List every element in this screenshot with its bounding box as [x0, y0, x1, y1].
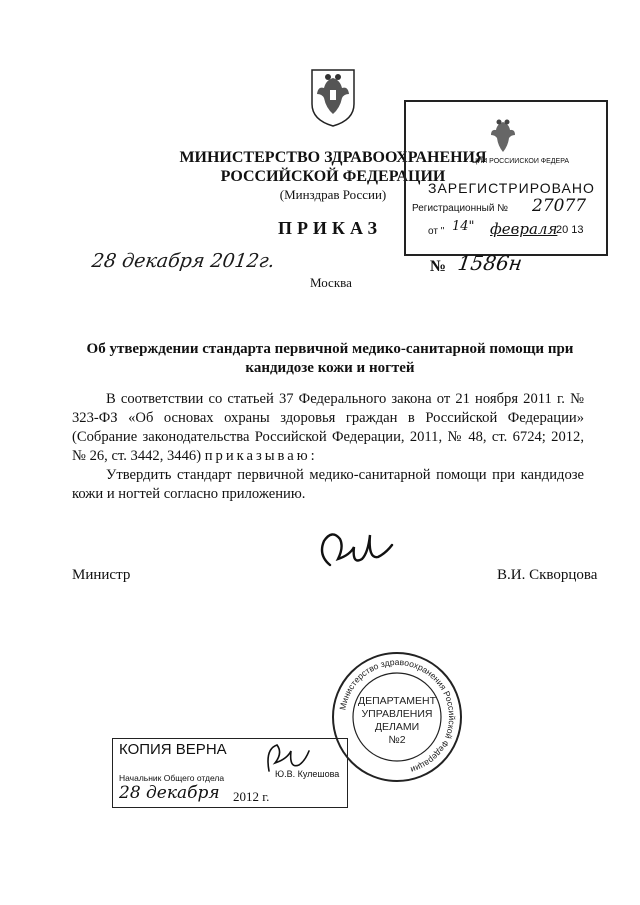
- minister-position: Министр: [72, 567, 131, 583]
- copy-stamp-date-handwritten: 28 декабря: [119, 783, 220, 803]
- order-number-sign: №: [430, 258, 447, 275]
- order-date-handwritten: 28 декабря 2012г.: [90, 250, 277, 272]
- stamp-day: 14": [452, 219, 475, 234]
- stamp-dept-line-2: УПРАВЛЕНИЯ: [361, 708, 433, 720]
- stamp-reg-number-label: Регистрационный №: [412, 203, 508, 214]
- stamp-year: 20 13: [556, 224, 584, 236]
- order-directive: приказываю:: [204, 448, 318, 464]
- order-body: [72, 390, 584, 504]
- minister-signature: [310, 525, 400, 585]
- stamp-month: февраля: [490, 220, 558, 238]
- stamp-dept-line-1: ДЕПАРТАМЕНТ: [357, 695, 437, 707]
- subject-line-2: кандидозе кожи и ногтей: [245, 360, 415, 376]
- registration-stamp: [404, 100, 608, 256]
- copy-stamp-chief: Начальник Общего отдела: [119, 773, 225, 783]
- ministry-short-name: (Минздрав России): [279, 187, 387, 202]
- order-city: Москва: [310, 275, 352, 290]
- body-paragraph-1-text: В соответствии со статьей 37 Федерального закона от 21 ноября 2011 г. № 323-ФЗ «Об основах охраны здоровья граждан в Российской Федерации» (Собрание законодательства Российской Федерации, 2011, № 48, ст. 6724; 2012, № 26, ст. 3442, 3446): [72, 391, 584, 464]
- stamp-emblem: [486, 116, 520, 160]
- minister-name: В.И. Скворцова: [497, 567, 598, 583]
- body-paragraph-1: [72, 390, 584, 466]
- order-subject: [80, 340, 580, 378]
- stamp-dept-line-3: ДЕЛАМИ: [374, 721, 420, 733]
- subject-line-1: Об утверждении стандарта первичной медико-санитарной помощи при: [86, 341, 574, 357]
- copy-stamp-title: КОПИЯ ВЕРНА: [119, 741, 227, 758]
- stamp-registered-title: ЗАРЕГИСТРИРОВАНО: [428, 180, 595, 196]
- copy-stamp-year: 2012 г.: [233, 789, 270, 804]
- order-number-handwritten: 1586н: [456, 251, 524, 275]
- ministry-line-2: РОССИЙСКОЙ ФЕДЕРАЦИИ: [220, 168, 446, 185]
- body-paragraph-2: Утвердить стандарт первичной медико-санитарной помощи при кандидозе кожи и ногтей согласно приложению.: [72, 467, 584, 502]
- copy-stamp-name: Ю.В. Кулешова: [275, 769, 340, 779]
- coat-of-arms-emblem: [308, 64, 358, 128]
- copy-certified-stamp: [112, 738, 348, 808]
- stamp-ministry-text: ЦИИ РОССИЙСКОЙ ФЕДЕРА: [472, 158, 570, 165]
- order-title: ПРИКАЗ: [277, 218, 383, 238]
- ministry-line-1: МИНИСТЕРСТВО ЗДРАВООХРАНЕНИЯ: [179, 149, 487, 166]
- stamp-dept-line-4: №2: [388, 734, 406, 746]
- stamp-ring-text: Министерство здравоохранения Российской Федерации: [337, 656, 458, 776]
- stamp-reg-number: 27077: [532, 196, 587, 216]
- stamp-from-label: от ": [428, 226, 445, 237]
- department-round-stamp: [330, 650, 464, 784]
